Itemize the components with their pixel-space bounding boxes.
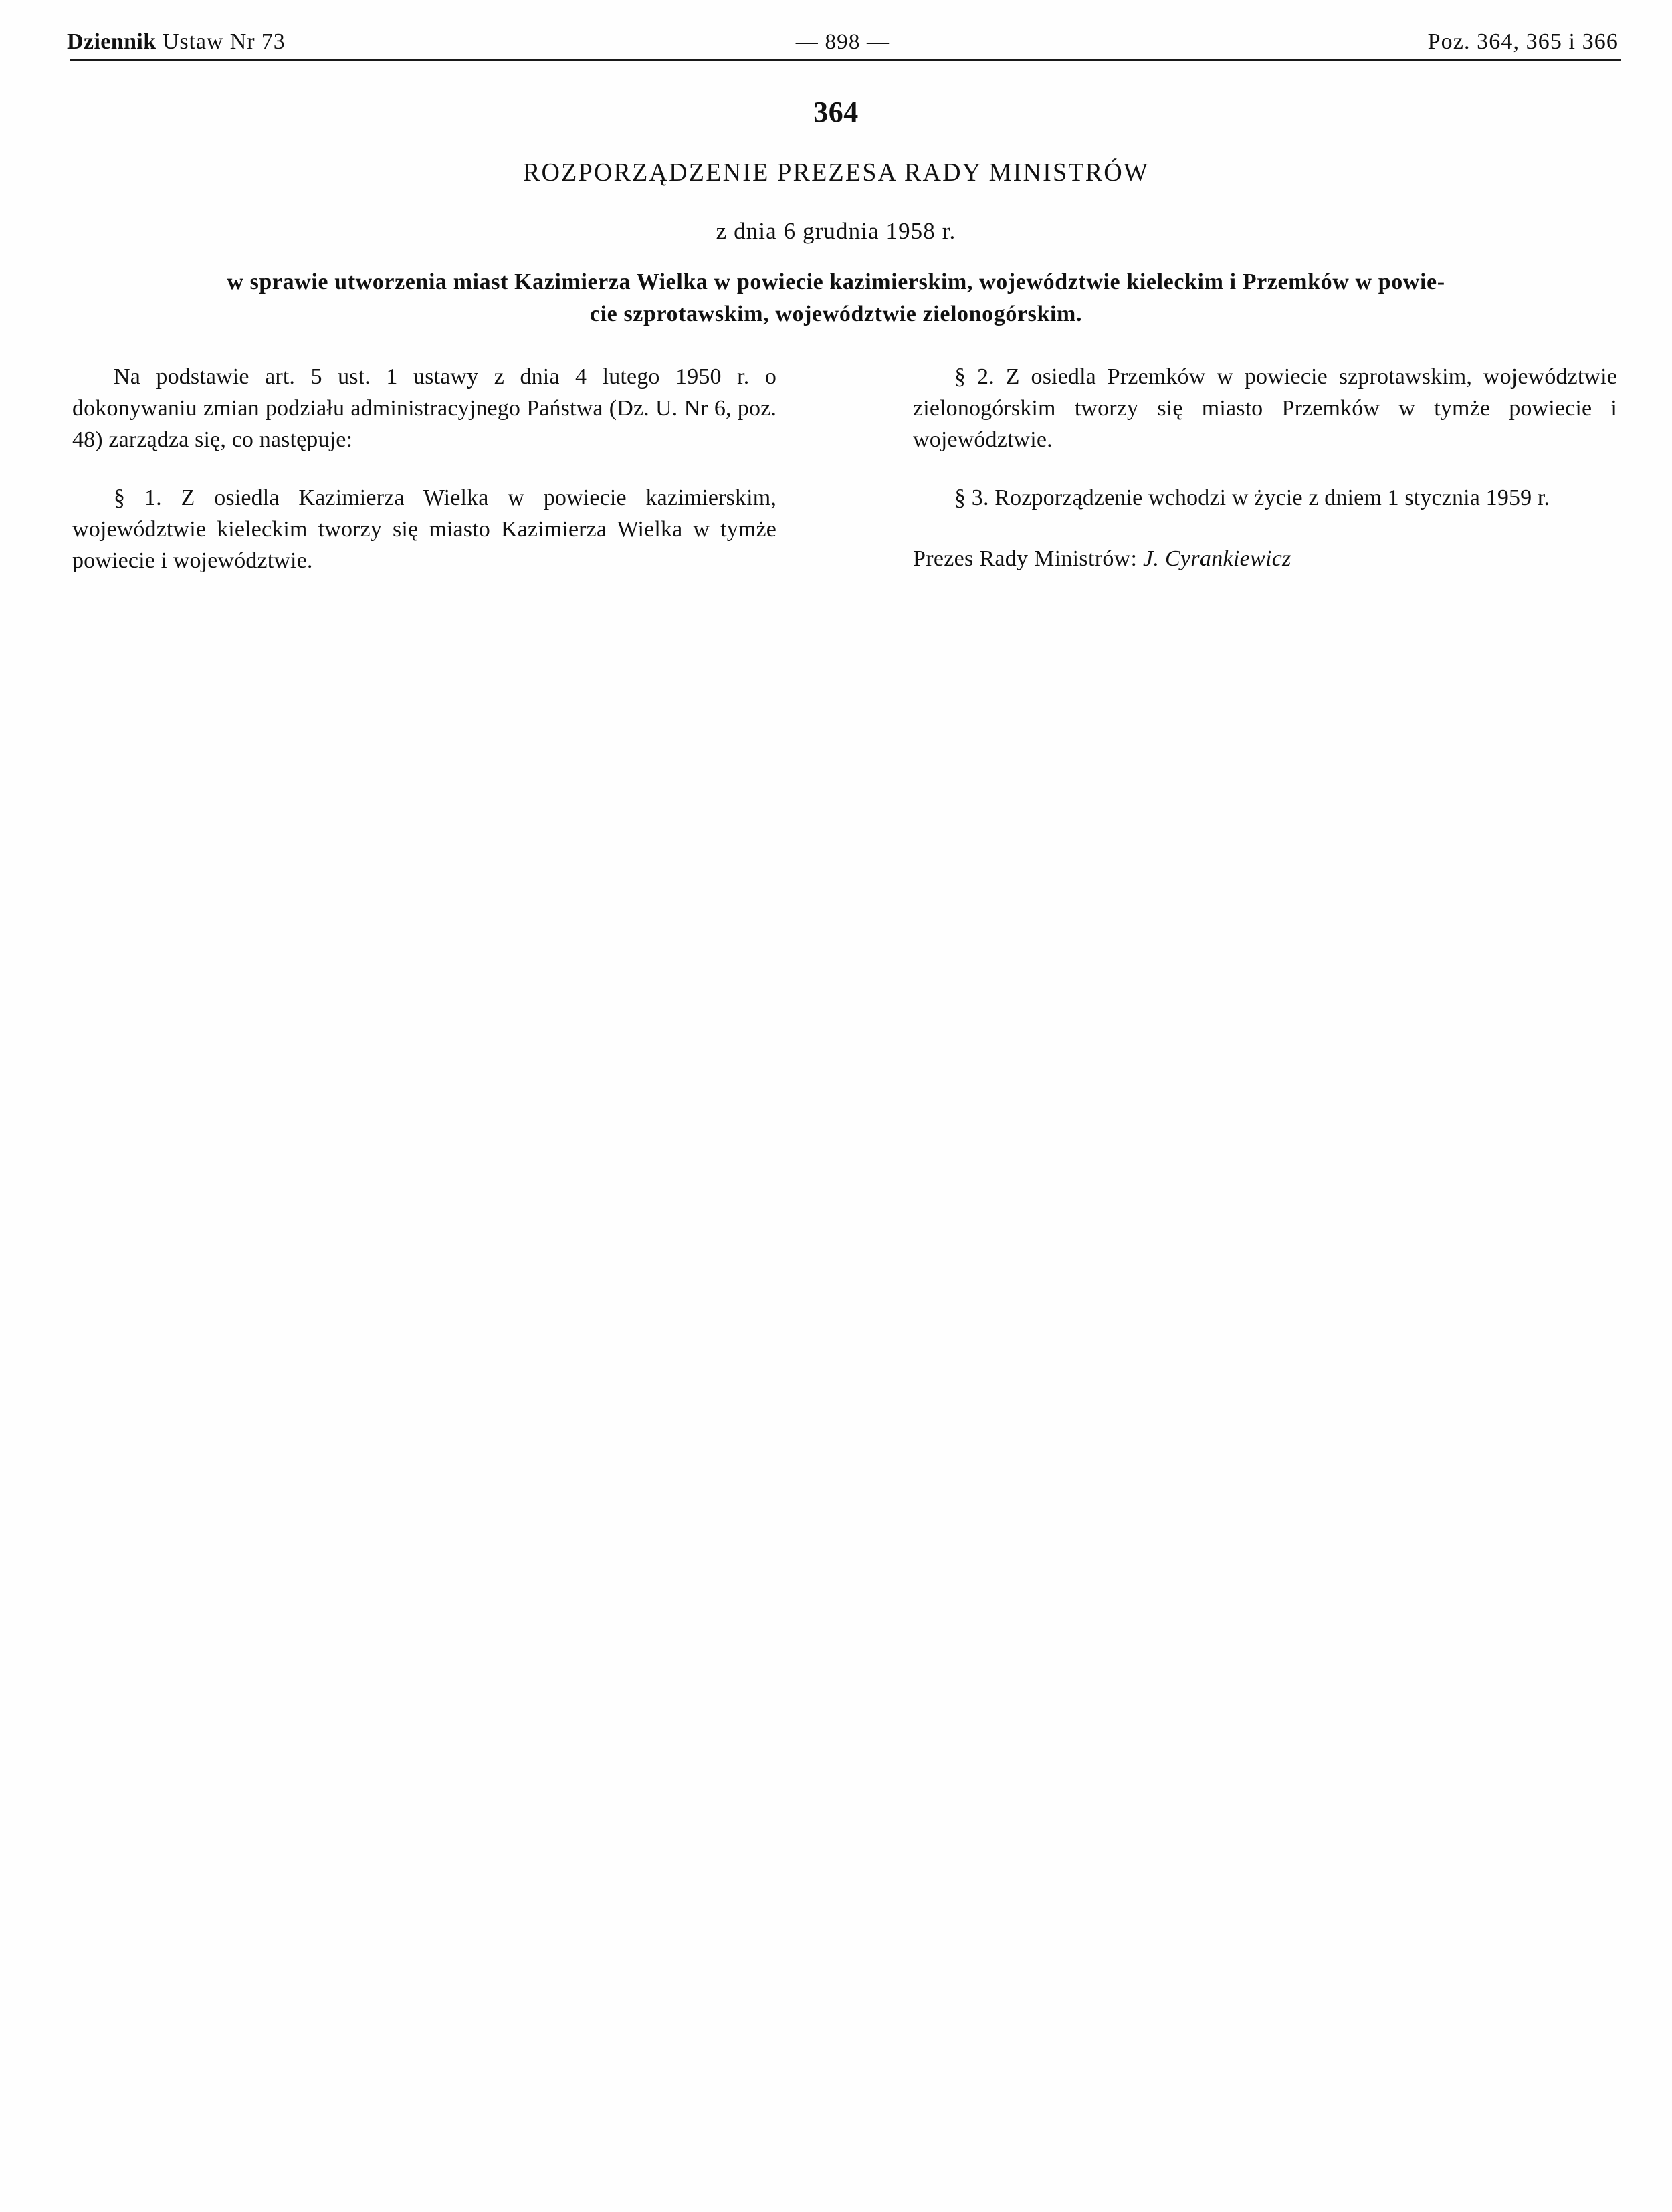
act-date: z dnia 6 grudnia 1958 r. [716, 218, 956, 244]
signature-block [913, 543, 1617, 574]
act-subtitle-line-2: cie szprotawskim, województwie zielonogórskim. [589, 302, 1083, 326]
journal-issue: Ustaw Nr 73 [156, 29, 286, 54]
preamble-paragraph: Na podstawie art. 5 ust. 1 ustawy z dnia 4 lutego 1950 r. o dokonywaniu zmian podziału administracyjnego Państwa (Dz. U. Nr 6, poz. 48) zarządza się, co następuje: [72, 364, 776, 452]
paragraph-1: § 1. Z osiedla Kazimierza Wielka w powiecie kazimierskim, województwie kieleckim tworzy się miasto Kazimierza Wielka w tymże powiecie i województwie. [72, 485, 776, 573]
act-title: ROZPORZĄDZENIE PREZESA RADY MINISTRÓW [522, 158, 1150, 187]
header-divider [70, 59, 1621, 61]
page-number: — 898 — [795, 30, 890, 54]
signature-name: J. Cyrankiewicz [1143, 546, 1291, 571]
journal-name: Dziennik [67, 29, 156, 54]
position-reference: Poz. 364, 365 i 366 [1427, 29, 1618, 54]
act-subtitle-line-1: w sprawie utworzenia miast Kazimierza Wielka w powiecie kazimierskim, województwie kieleckim i Przemków w powie- [227, 269, 1445, 294]
running-head-left [67, 29, 286, 55]
running-head [67, 17, 1618, 55]
body-columns [72, 361, 1617, 597]
right-column [913, 361, 1617, 597]
signature-role: Prezes Rady Ministrów: [913, 546, 1144, 571]
act-subtitle [80, 266, 1592, 330]
left-column [72, 361, 776, 597]
paragraph-2: § 2. Z osiedla Przemków w powiecie szprotawskim, województwie zielonogórskim tworzy się miasto Przemków w tymże powiecie i województwie. [913, 364, 1617, 452]
act-number: 364 [813, 96, 859, 128]
paragraph-3: § 3. Rozporządzenie wchodzi w życie z dniem 1 stycznia 1959 r. [954, 485, 1550, 510]
